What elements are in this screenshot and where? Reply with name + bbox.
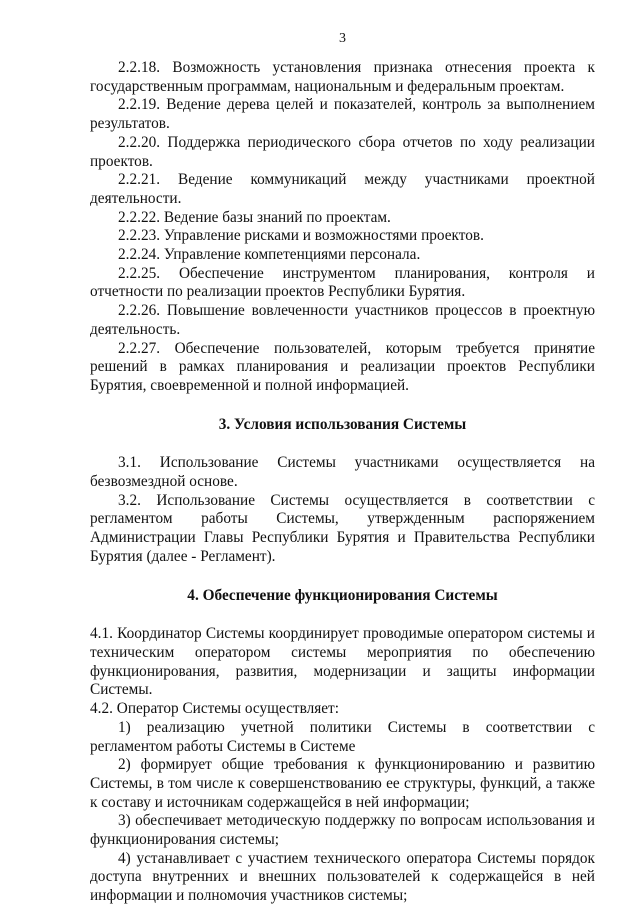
section-4-2-item-4: 4) устанавливает с участием технического оператора Системы порядок доступа внутренних и внешних пользователей к содержащейся в ней информации и полномочия участников системы; — [90, 849, 595, 905]
item-2-2-23: 2.2.23. Управление рисками и возможностями проектов. — [118, 227, 484, 245]
item-2-2-19: 2.2.19. Ведение дерева целей и показателей, контроль за выполнением результатов. — [90, 96, 595, 133]
item-2-2-25: 2.2.25. Обеспечение инструментом планирования, контроля и отчетности по реализации проектов Республики Бурятия. — [90, 264, 595, 301]
item-2-2-20: 2.2.20. Поддержка периодического сбора отчетов по ходу реализации проектов. — [90, 133, 595, 170]
document-page — [90, 30, 595, 906]
section-4-heading: 4. Обеспечение функционирования Системы — [187, 586, 498, 604]
section-4-2-item-1: 1) реализацию учетной политики Системы в соответствии с регламентом работы Системы в Системе — [90, 718, 595, 755]
item-2-2-24: 2.2.24. Управление компетенциями персонала. — [118, 246, 421, 264]
section-3-heading: 3. Условия использования Системы — [218, 415, 467, 433]
item-2-2-22: 2.2.22. Ведение базы знаний по проектам. — [118, 208, 391, 226]
page-number: 3 — [339, 31, 346, 46]
section-3-2: 3.2. Использование Системы осуществляется в соответствии с регламентом работы Системы, утвержденным распоряжением Администрации Главы Республики Бурятия и Правительства Республики Бурятия (далее - Регламент). — [90, 491, 595, 565]
section-3-1: 3.1. Использование Системы участниками осуществляется на безвозмездной основе. — [90, 454, 595, 491]
item-2-2-27: 2.2.27. Обеспечение пользователей, которым требуется принятие решений в рамках планирования и реализации проектов Республики Бурятия, своевременной и полной информацией. — [90, 339, 595, 394]
section-4-2: 4.2. Оператор Системы осуществляет: — [90, 700, 339, 718]
item-2-2-26: 2.2.26. Повышение вовлеченности участников процессов в проектную деятельность. — [90, 302, 595, 338]
item-2-2-18: 2.2.18. Возможность установления признака отнесения проекта к государственным программам, национальным и федеральным проектам. — [90, 59, 595, 95]
section-4-2-item-3: 3) обеспечивает методическую поддержку по вопросам использования и функционирования системы; — [90, 812, 595, 849]
item-2-2-21: 2.2.21. Ведение коммуникаций между участниками проектной деятельности. — [90, 171, 595, 207]
section-4-2-item-2: 2) формирует общие требования к функционированию и развитию Системы, в том числе к совершенствованию ее структуры, функций, а также к составу и источникам содержащейся в ней информации; — [90, 756, 595, 811]
section-4-1: 4.1. Координатор Системы координирует проводимые оператором системы и техническим оператором системы мероприятия по обеспечению функционирования, развития, модернизации и защиты информации Системы. — [90, 625, 595, 699]
